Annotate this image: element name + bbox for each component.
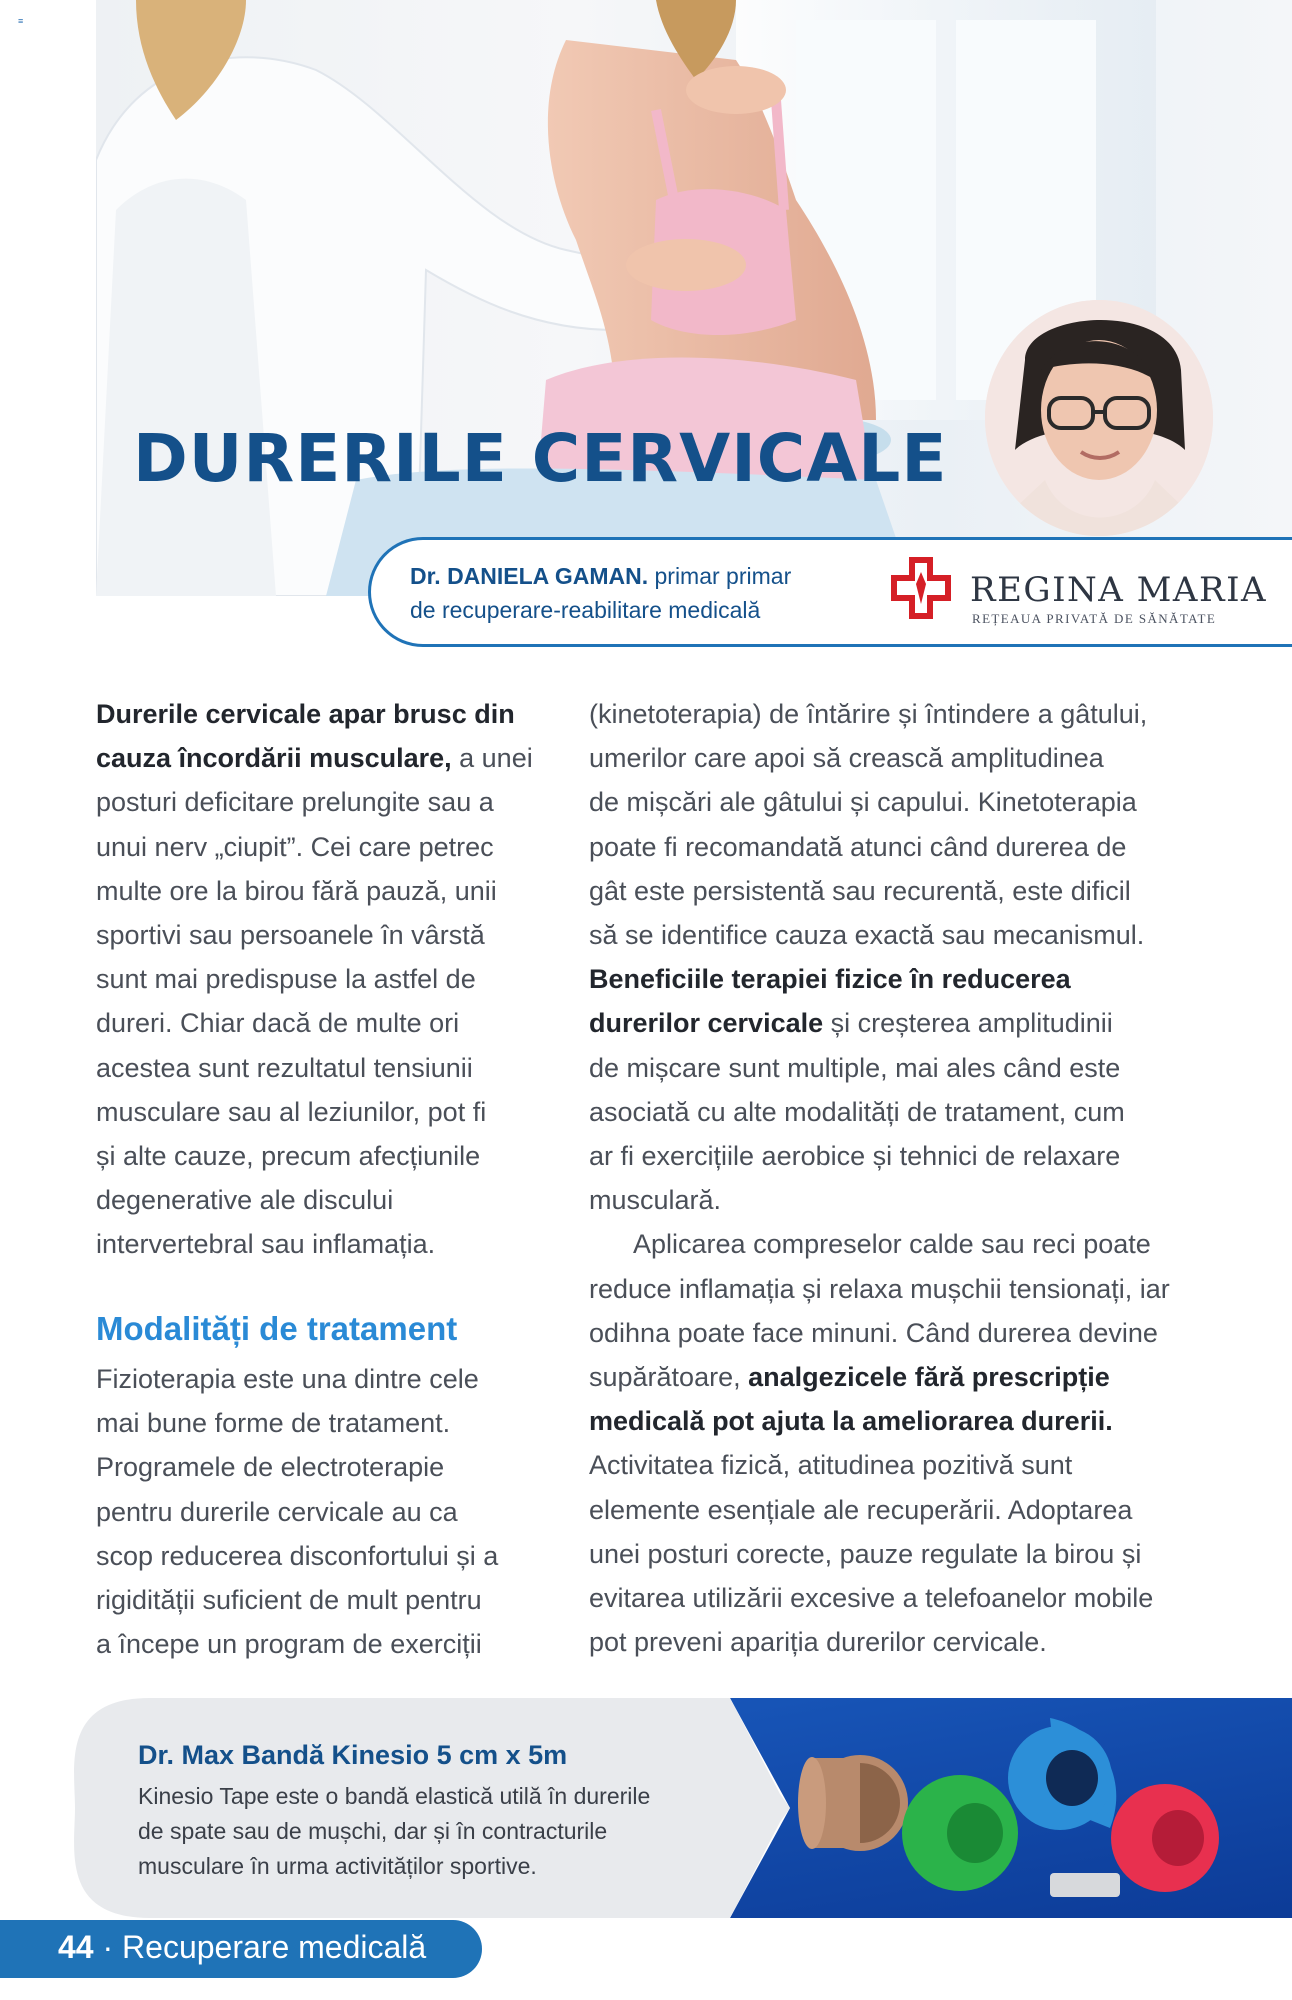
intro-bold: Durerile cervicale apar brusc din — [96, 699, 515, 729]
brand-tagline: REȚEAUA PRIVATĂ DE SĂNĂTATE — [972, 611, 1217, 626]
analgesic-bold: medicală pot ajuta la ameliorarea durerii. — [589, 1406, 1113, 1437]
text-line: dureri. Chiar dacă de multe ori — [96, 1008, 460, 1039]
text-line — [589, 957, 1214, 1001]
benefits-bold: Beneficiile terapiei fizice în reducerea — [589, 964, 1071, 995]
intro-bold: cauza încordării musculare, — [96, 743, 452, 774]
text-line: unui nerv „ciupit”. Cei care petrec — [96, 831, 494, 862]
author-name: Dr. DANIELA GAMAN. — [410, 563, 649, 589]
text-line: poate fi recomandată atunci când durerea de — [589, 831, 1127, 862]
product-description — [138, 1779, 758, 1884]
text-line: musculare sau al leziunilor, pot fi — [96, 1096, 487, 1127]
author-portrait — [985, 300, 1213, 536]
author-specialty: de recuperare-reabilitare medicală — [410, 597, 761, 623]
text-line: musculare în urma activităților sportive. — [138, 1853, 537, 1879]
text-line — [589, 1399, 1214, 1443]
text-line: scop reducerea disconfortului și a — [96, 1540, 499, 1571]
text-line: multe ore la birou fără pauză, unii — [96, 875, 497, 906]
text-line — [589, 1355, 1214, 1399]
text-line: de mișcare sunt multiple, mai ales când este — [589, 1052, 1121, 1083]
text-line: rigidității suficient de mult pentru — [96, 1585, 482, 1616]
text-line: umerilor care apoi să crească amplitudinea — [589, 743, 1104, 774]
product-title: Dr. Max Bandă Kinesio 5 cm x 5m — [138, 1740, 568, 1770]
text-line: Aplicarea compreselor calde sau reci poate — [633, 1229, 1151, 1260]
author-photo — [985, 300, 1213, 536]
text-line: de spate sau de mușchi, dar și în contracturile — [138, 1818, 608, 1844]
treatment-subheading: Modalități de tratament — [96, 1310, 458, 1347]
left-column — [96, 692, 576, 1267]
text-line: posturi deficitare prelungite sau a — [96, 787, 494, 818]
text-line: sportivi sau persoanele în vârstă — [96, 920, 485, 951]
text-line — [589, 1001, 1214, 1045]
text-line: musculară. — [589, 1185, 722, 1216]
text-line: să se identifice cauza exactă sau mecanismul. — [589, 920, 1145, 951]
text-line: pot preveni apariția durerilor cervicale. — [589, 1627, 1047, 1658]
analgesic-bold: analgezicele fără prescripție — [748, 1362, 1110, 1393]
text-line: Activitatea fizică, atitudinea pozitivă sunt — [589, 1450, 1073, 1481]
author-name-line — [410, 563, 791, 590]
text-line: Fizioterapia este una dintre cele — [96, 1364, 479, 1394]
treatment-text — [96, 1357, 576, 1666]
text-line: pentru durerile cervicale au ca — [96, 1496, 458, 1527]
section-name: Recuperare medicală — [122, 1929, 427, 1965]
corner-menu-mark: ≡ — [18, 16, 24, 26]
text-fragment: și creșterea amplitudinii — [823, 1008, 1113, 1039]
text-line: odihna poate face minuni. Când durerea devine — [589, 1317, 1158, 1348]
text-line: sunt mai predispuse la astfel de — [96, 964, 476, 995]
text-line: asociată cu alte modalități de tratament, cum — [589, 1096, 1125, 1127]
text-line: Programele de electroterapie — [96, 1452, 445, 1483]
right-column — [589, 692, 1214, 1664]
author-role: primar primar — [654, 563, 792, 589]
text-fragment: a unei — [451, 743, 533, 774]
footer-separator: · — [102, 1929, 114, 1965]
benefits-bold: durerilor cervicale — [589, 1008, 824, 1039]
text-line: degenerative ale discului — [96, 1185, 394, 1216]
page-footer — [58, 1929, 426, 1966]
text-line: ar fi exercițiile aerobice și tehnici de relaxare — [589, 1141, 1121, 1172]
text-line: acestea sunt rezultatul tensiunii — [96, 1052, 473, 1083]
text-line: reduce inflamația și relaxa mușchii tensionați, iar — [589, 1273, 1170, 1304]
text-line: gât este persistentă sau recurentă, este dificil — [589, 875, 1131, 906]
text-line: mai bune forme de tratament. — [96, 1408, 451, 1439]
text-line: elemente esențiale ale recuperării. Adoptarea — [589, 1494, 1133, 1525]
text-line: de mișcări ale gâtului și capului. Kinetoterapia — [589, 787, 1137, 818]
text-line: evitarea utilizării excesive a telefoanelor mobile — [589, 1583, 1154, 1614]
page-number: 44 — [58, 1929, 94, 1965]
text-line: și alte cauze, precum afecțiunile — [96, 1141, 481, 1172]
text-fragment: supărătoare, — [589, 1362, 749, 1393]
article-title: DURERILE CERVICALE — [133, 420, 948, 497]
text-line: intervertebral sau inflamația. — [96, 1229, 436, 1260]
text-line: unei posturi corecte, pauze regulate la birou și — [589, 1538, 1142, 1569]
text-line — [96, 736, 576, 780]
text-line: Kinesio Tape este o bandă elastică utilă în durerile — [138, 1783, 651, 1809]
text-line: a începe un program de exerciții — [96, 1629, 482, 1660]
text-line: (kinetoterapia) de întărire și întindere a gâtului, — [589, 699, 1148, 729]
brand-name: REGINA MARIA — [970, 570, 1268, 610]
regina-maria-cross-icon — [888, 554, 954, 624]
text-line — [96, 692, 576, 736]
